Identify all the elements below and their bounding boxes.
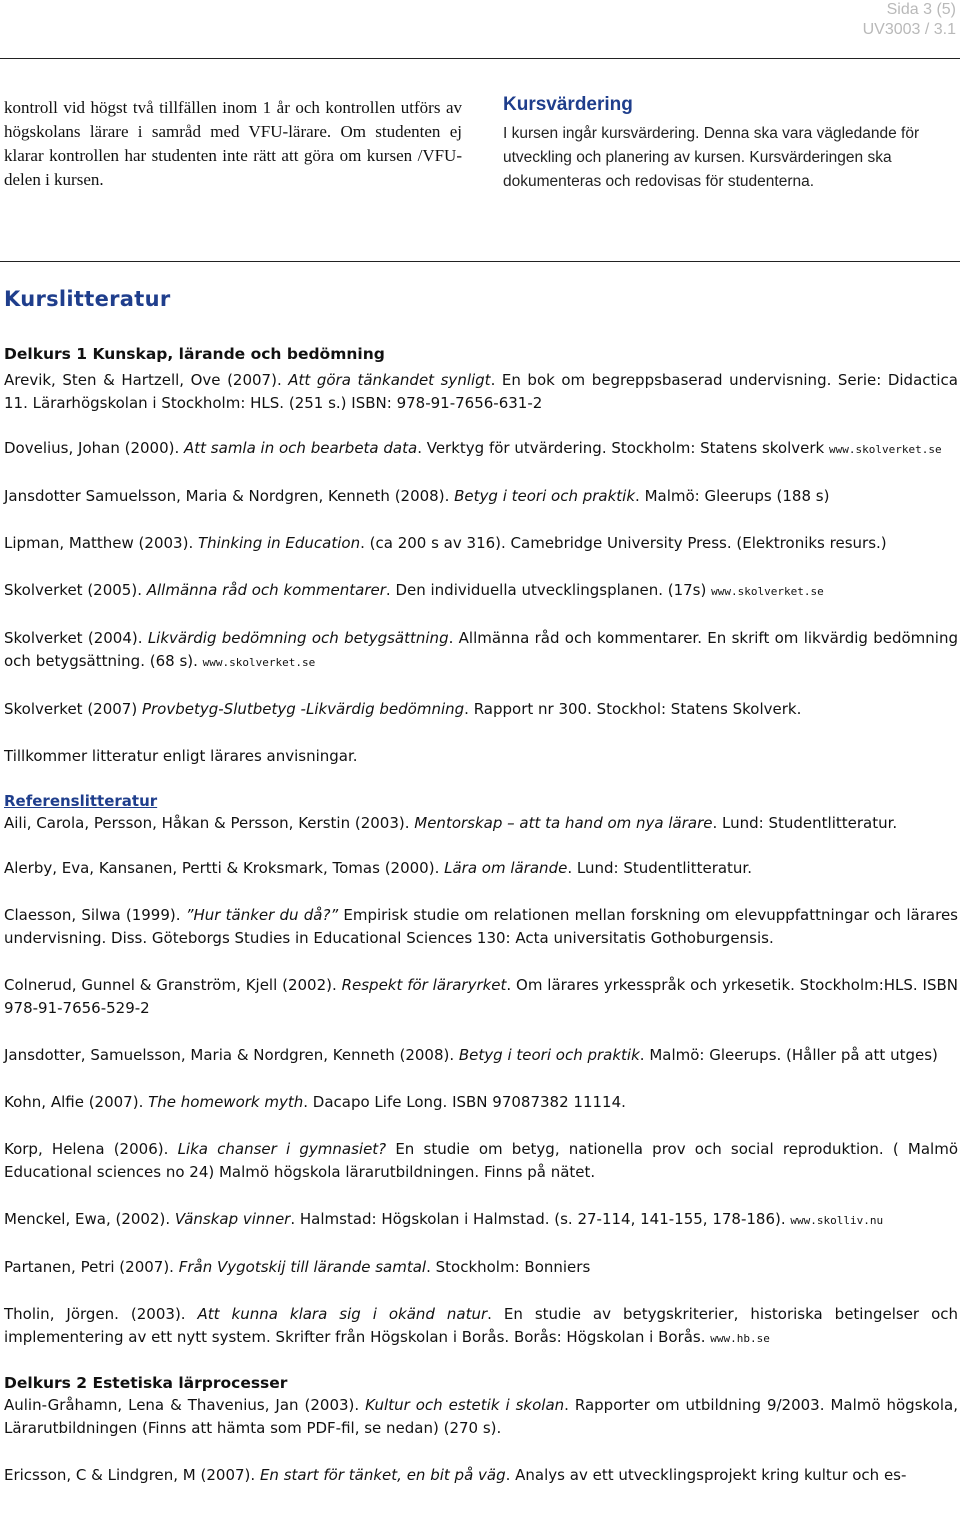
reference-item: Colnerud, Gunnel & Granström, Kjell (2002). Respekt för läraryrket. Om lärares yrkesspråk och yrkesetik. Stockholm:HLS. ISBN 978-91-7656-529-2 bbox=[4, 976, 959, 1017]
reference-item: Dovelius, Johan (2000). Att samla in och bearbeta data. Verktyg för utvärdering. Stockholm: Statens skolverk www.skolverket.se bbox=[4, 439, 942, 457]
course-code: UV3003 / 3.1 bbox=[862, 21, 956, 38]
section-rule bbox=[0, 261, 960, 262]
reference-title: Kultur och estetik i skolan bbox=[365, 1396, 565, 1414]
reference-url[interactable]: www.skolverket.se bbox=[828, 443, 942, 456]
reference-item: Kohn, Alfie (2007). The homework myth. Dacapo Life Long. ISBN 97087382 11114. bbox=[4, 1093, 626, 1111]
reference-title: Thinking in Education bbox=[197, 534, 361, 552]
reference-title: Respekt för läraryrket bbox=[341, 976, 507, 994]
reference-url[interactable]: www.skolliv.nu bbox=[790, 1214, 884, 1227]
reference-item: Partanen, Petri (2007). Från Vygotskij till lärande samtal. Stockholm: Bonniers bbox=[4, 1258, 591, 1276]
reference-title: Betyg i teori och praktik bbox=[458, 1046, 640, 1064]
reference-item: Korp, Helena (2006). Lika chanser i gymnasiet? En studie om betyg, nationella prov och social reproduktion. ( Malmö Educational sciences no 24) Malmö högskola lärarutbildningen. Finns på nätet. bbox=[4, 1140, 958, 1181]
reference-title: Mentorskap – att ta hand om nya lärare bbox=[414, 814, 713, 832]
reference-title: Allmänna råd och kommentarer bbox=[146, 581, 386, 599]
reference-title: Lika chanser i gymnasiet? bbox=[177, 1140, 387, 1158]
kurslitteratur-section bbox=[4, 285, 958, 1487]
page-header bbox=[863, 0, 956, 40]
reference-title: Provbetyg-Slutbetyg -Likvärdig bedömning bbox=[141, 700, 465, 718]
reference-item: Jansdotter Samuelsson, Maria & Nordgren, Kenneth (2008). Betyg i teori och praktik. Malmö: Gleerups (188 s) bbox=[4, 487, 830, 505]
kursvardering-heading: Kursvärdering bbox=[503, 94, 633, 115]
reference-title: Betyg i teori och praktik bbox=[454, 487, 636, 505]
reference-item: Skolverket (2005). Allmänna råd och kommentarer. Den individuella utvecklingsplanen. (17s) www.skolverket.se bbox=[4, 581, 824, 599]
reference-item: Skolverket (2004). Likvärdig bedömning och betygsättning. Allmänna råd och kommentarer. En skrift om likvärdig bedömning och betygsättning. (68 s). www.skolverket.se bbox=[4, 629, 958, 670]
reference-item: Menckel, Ewa, (2002). Vänskap vinner. Halmstad: Högskolan i Halmstad. (s. 27-114, 141-155, 178-186). www.skolliv.nu bbox=[4, 1210, 884, 1228]
reference-title: Att kunna klara sig i okänd natur bbox=[197, 1305, 488, 1323]
page-number: Sida 3 (5) bbox=[886, 1, 956, 18]
kursvardering-text: I kursen ingår kursvärdering. Denna ska vara vägledande för utveckling och planering av kursen. Kursvärderingen ska dokumenteras och redovisas för studenterna. bbox=[503, 125, 920, 190]
reference-url[interactable]: www.skolverket.se bbox=[711, 585, 824, 598]
referenslitteratur-heading: Referenslitteratur bbox=[4, 792, 158, 810]
reference-url[interactable]: www.skolverket.se bbox=[202, 656, 316, 669]
delkurs2-heading: Delkurs 2 Estetiska lärprocesser bbox=[4, 1374, 288, 1392]
reference-title: Att göra tänkandet synligt bbox=[288, 371, 491, 389]
reference-title: Likvärdig bedömning och betygsättning bbox=[147, 629, 449, 647]
header-rule bbox=[0, 58, 960, 59]
reference-item: Aili, Carola, Persson, Håkan & Persson, Kerstin (2003). Mentorskap – att ta hand om nya lärare. Lund: Studentlitteratur. bbox=[4, 814, 898, 832]
reference-item: Arevik, Sten & Hartzell, Ove (2007). Att göra tänkandet synligt. En bok om begreppsbaserad undervisning. Serie: Didactica 11. Lärarhögskolan i Stockholm: HLS. (251 s.) ISBN: 978-91-7656-631-2 bbox=[4, 371, 958, 412]
reference-item: Alerby, Eva, Kansanen, Pertti & Kroksmark, Tomas (2000). Lära om lärande. Lund: Studentlitteratur. bbox=[4, 859, 752, 877]
reference-title: ”Hur tänker du då?” bbox=[185, 906, 339, 924]
reference-title: Vänskap vinner bbox=[174, 1210, 291, 1228]
reference-item: Jansdotter, Samuelsson, Maria & Nordgren, Kenneth (2008). Betyg i teori och praktik. Malmö: Gleerups. (Håller på att utges) bbox=[4, 1046, 938, 1064]
delkurs1-heading: Delkurs 1 Kunskap, lärande och bedömning bbox=[4, 345, 385, 363]
reference-title: The homework myth bbox=[148, 1093, 304, 1111]
reference-item: Claesson, Silwa (1999). ”Hur tänker du då?” Empirisk studie om relationen mellan forskning om elevuppfattningar och lärares undervisning. Diss. Göteborgs Studies in Educational Sciences 130: Acta universitatis Gothoburgensis. bbox=[4, 906, 958, 947]
reference-title: Att samla in och bearbeta data bbox=[184, 439, 418, 457]
kursvardering-section bbox=[503, 92, 959, 194]
reference-title: Från Vygotskij till lärande samtal bbox=[178, 1258, 427, 1276]
reference-item: Tholin, Jörgen. (2003). Att kunna klara sig i okänd natur. En studie av betygskriterier, historiska betingelser och implementering av ett nytt system. Skrifter från Högskolan i Borås. Borås: Högskolan i Borås. www.hb.se bbox=[4, 1305, 958, 1346]
examination-text: kontroll vid högst två tillfällen inom 1 år och kontrollen utförs av högskolans lärare i samråd med VFU-lärare. Om studenten ej klarar kontrollen har studenten inte rätt att göra om kursen /VFU-delen i kursen. bbox=[4, 98, 462, 189]
reference-item: Lipman, Matthew (2003). Thinking in Education. (ca 200 s av 316). Camebridge University Press. (Elektroniks resurs.) bbox=[4, 534, 887, 552]
reference-item: Skolverket (2007) Provbetyg-Slutbetyg -Likvärdig bedömning. Rapport nr 300. Stockhol: Statens Skolverk. bbox=[4, 700, 802, 718]
reference-title: Lära om lärande bbox=[444, 859, 568, 877]
reference-title: En start för tänket, en bit på väg bbox=[259, 1466, 506, 1484]
kurslitteratur-heading: Kurslitteratur bbox=[4, 287, 171, 311]
literature-note: Tillkommer litteratur enligt lärares anvisningar. bbox=[4, 747, 358, 765]
reference-url[interactable]: www.hb.se bbox=[710, 1332, 770, 1345]
reference-item: Ericsson, C & Lindgren, M (2007). En start för tänket, en bit på väg. Analys av ett utvecklingsprojekt kring kultur och es- bbox=[4, 1466, 907, 1484]
reference-item: Aulin-Gråhamn, Lena & Thavenius, Jan (2003). Kultur och estetik i skolan. Rapporter om utbildning 9/2003. Malmö högskola, Lärarutbildningen (Finns att hämta som PDF-fil, se nedan) (270 s). bbox=[4, 1396, 958, 1437]
